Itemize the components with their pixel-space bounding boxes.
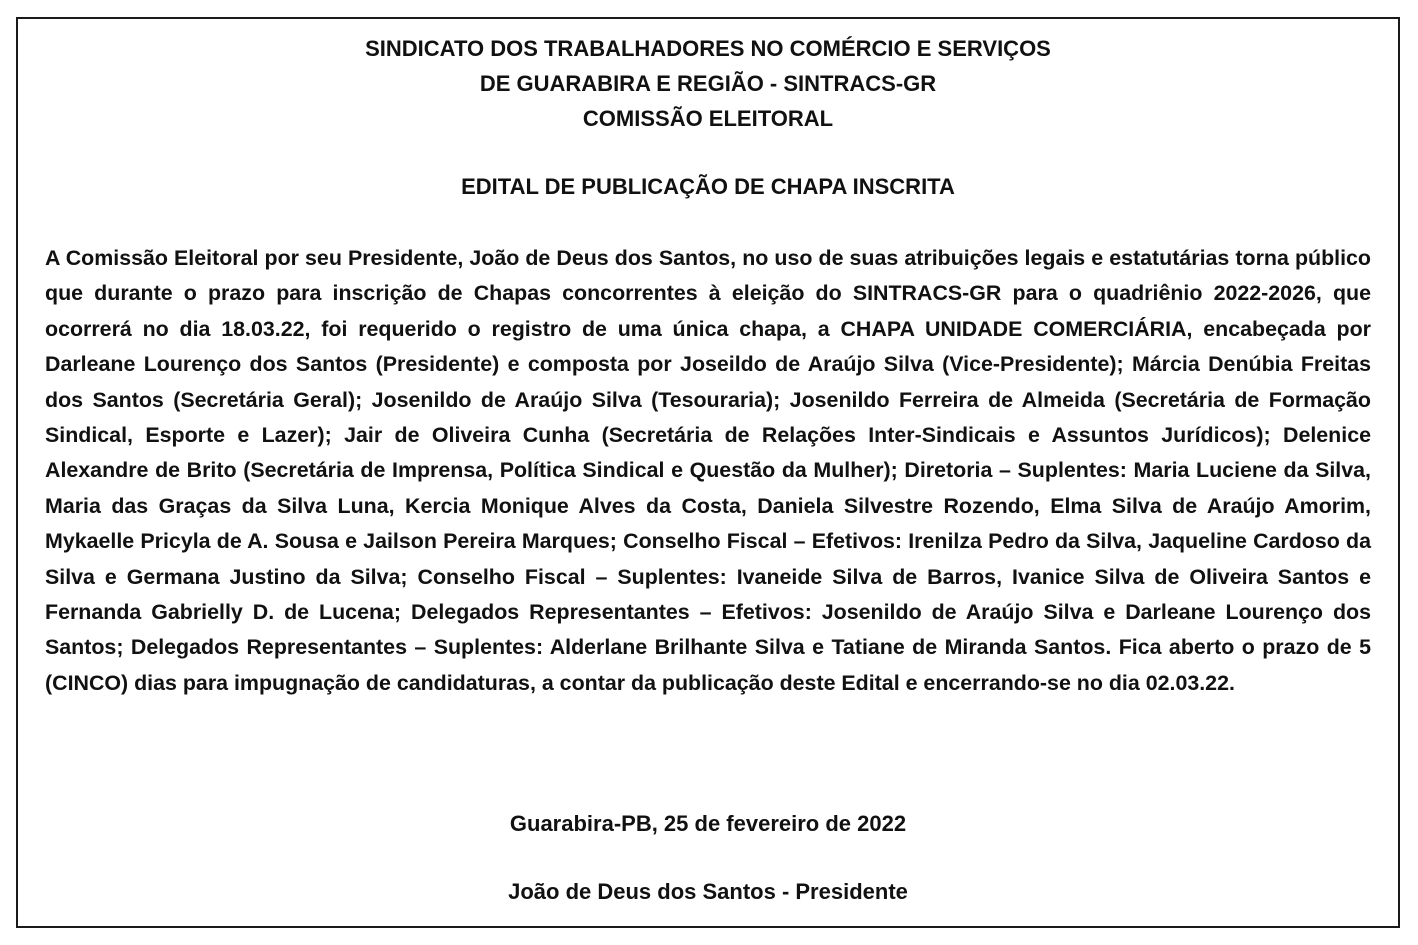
union-name-line-1: SINDICATO DOS TRABALHADORES NO COMÉRCIO E SERVIÇOS [365,36,1051,61]
union-header [18,31,1398,136]
commission-name: COMISSÃO ELEITORAL [582,106,834,131]
signature-line: João de Deus dos Santos - Presidente [508,879,908,904]
place-and-date: Guarabira-PB, 25 de fevereiro de 2022 [509,811,907,836]
edital-title: EDITAL DE PUBLICAÇÃO DE CHAPA INSCRITA [461,174,955,199]
edital-body: A Comissão Eleitoral por seu Presidente, João de Deus dos Santos, no uso de suas atribuições legais e estatutárias torna público que durante o prazo para inscrição de Chapas concorrentes à eleição do SINTRACS-GR para o quadriênio 2022-2026, que ocorrerá no dia 18.03.22, foi requerido o registro de uma única chapa, a CHAPA UNIDADE COMERCIÁRIA, encabeçada por Darleane Lourenço dos Santos (Presidente) e composta por Joseildo de Araújo Silva (Vice-Presidente); Márcia Denúbia Freitas dos Santos (Secretária Geral); Josenildo de Araújo Silva (Tesouraria); Josenildo Ferreira de Almeida (Secretária de Formação Sindical, Esporte e Lazer); Jair de Oliveira Cunha (Secretária de Relações Inter-Sindicais e Assuntos Jurídicos); Delenice Alexandre de Brito (Secretária de Imprensa, Política Sindical e Questão da Mulher); Diretoria – Suplentes: Maria Luciene da Silva, Maria das Graças da Silva Luna, Kercia Monique Alves da Costa, Daniela Silvestre Rozendo, Elma Silva de Araújo Amorim, Mykaelle Pricyla de A. Sousa e Jailson Pereira Marques; Conselho Fiscal – Efetivos: Irenilza Pedro da Silva, Jaqueline Cardoso da Silva e Germana Justino da Silva; Conselho Fiscal – Suplentes: Ivaneide Silva de Barros, Ivanice Silva de Oliveira Santos e Fernanda Gabrielly D. de Lucena; Delegados Representantes – Efetivos: Josenildo de Araújo Silva e Darleane Lourenço dos Santos; Delegados Representantes – Suplentes: Alderlane Brilhante Silva e Tatiane de Miranda Santos. Fica aberto o prazo de 5 (CINCO) dias para impugnação de candidaturas, a contar da publicação deste Edital e encerrando-se no dia 02.03.22. [45,246,1371,695]
union-name-line-2: DE GUARABIRA E REGIÃO - SINTRACS-GR [479,71,937,96]
notice-frame [16,17,1400,928]
